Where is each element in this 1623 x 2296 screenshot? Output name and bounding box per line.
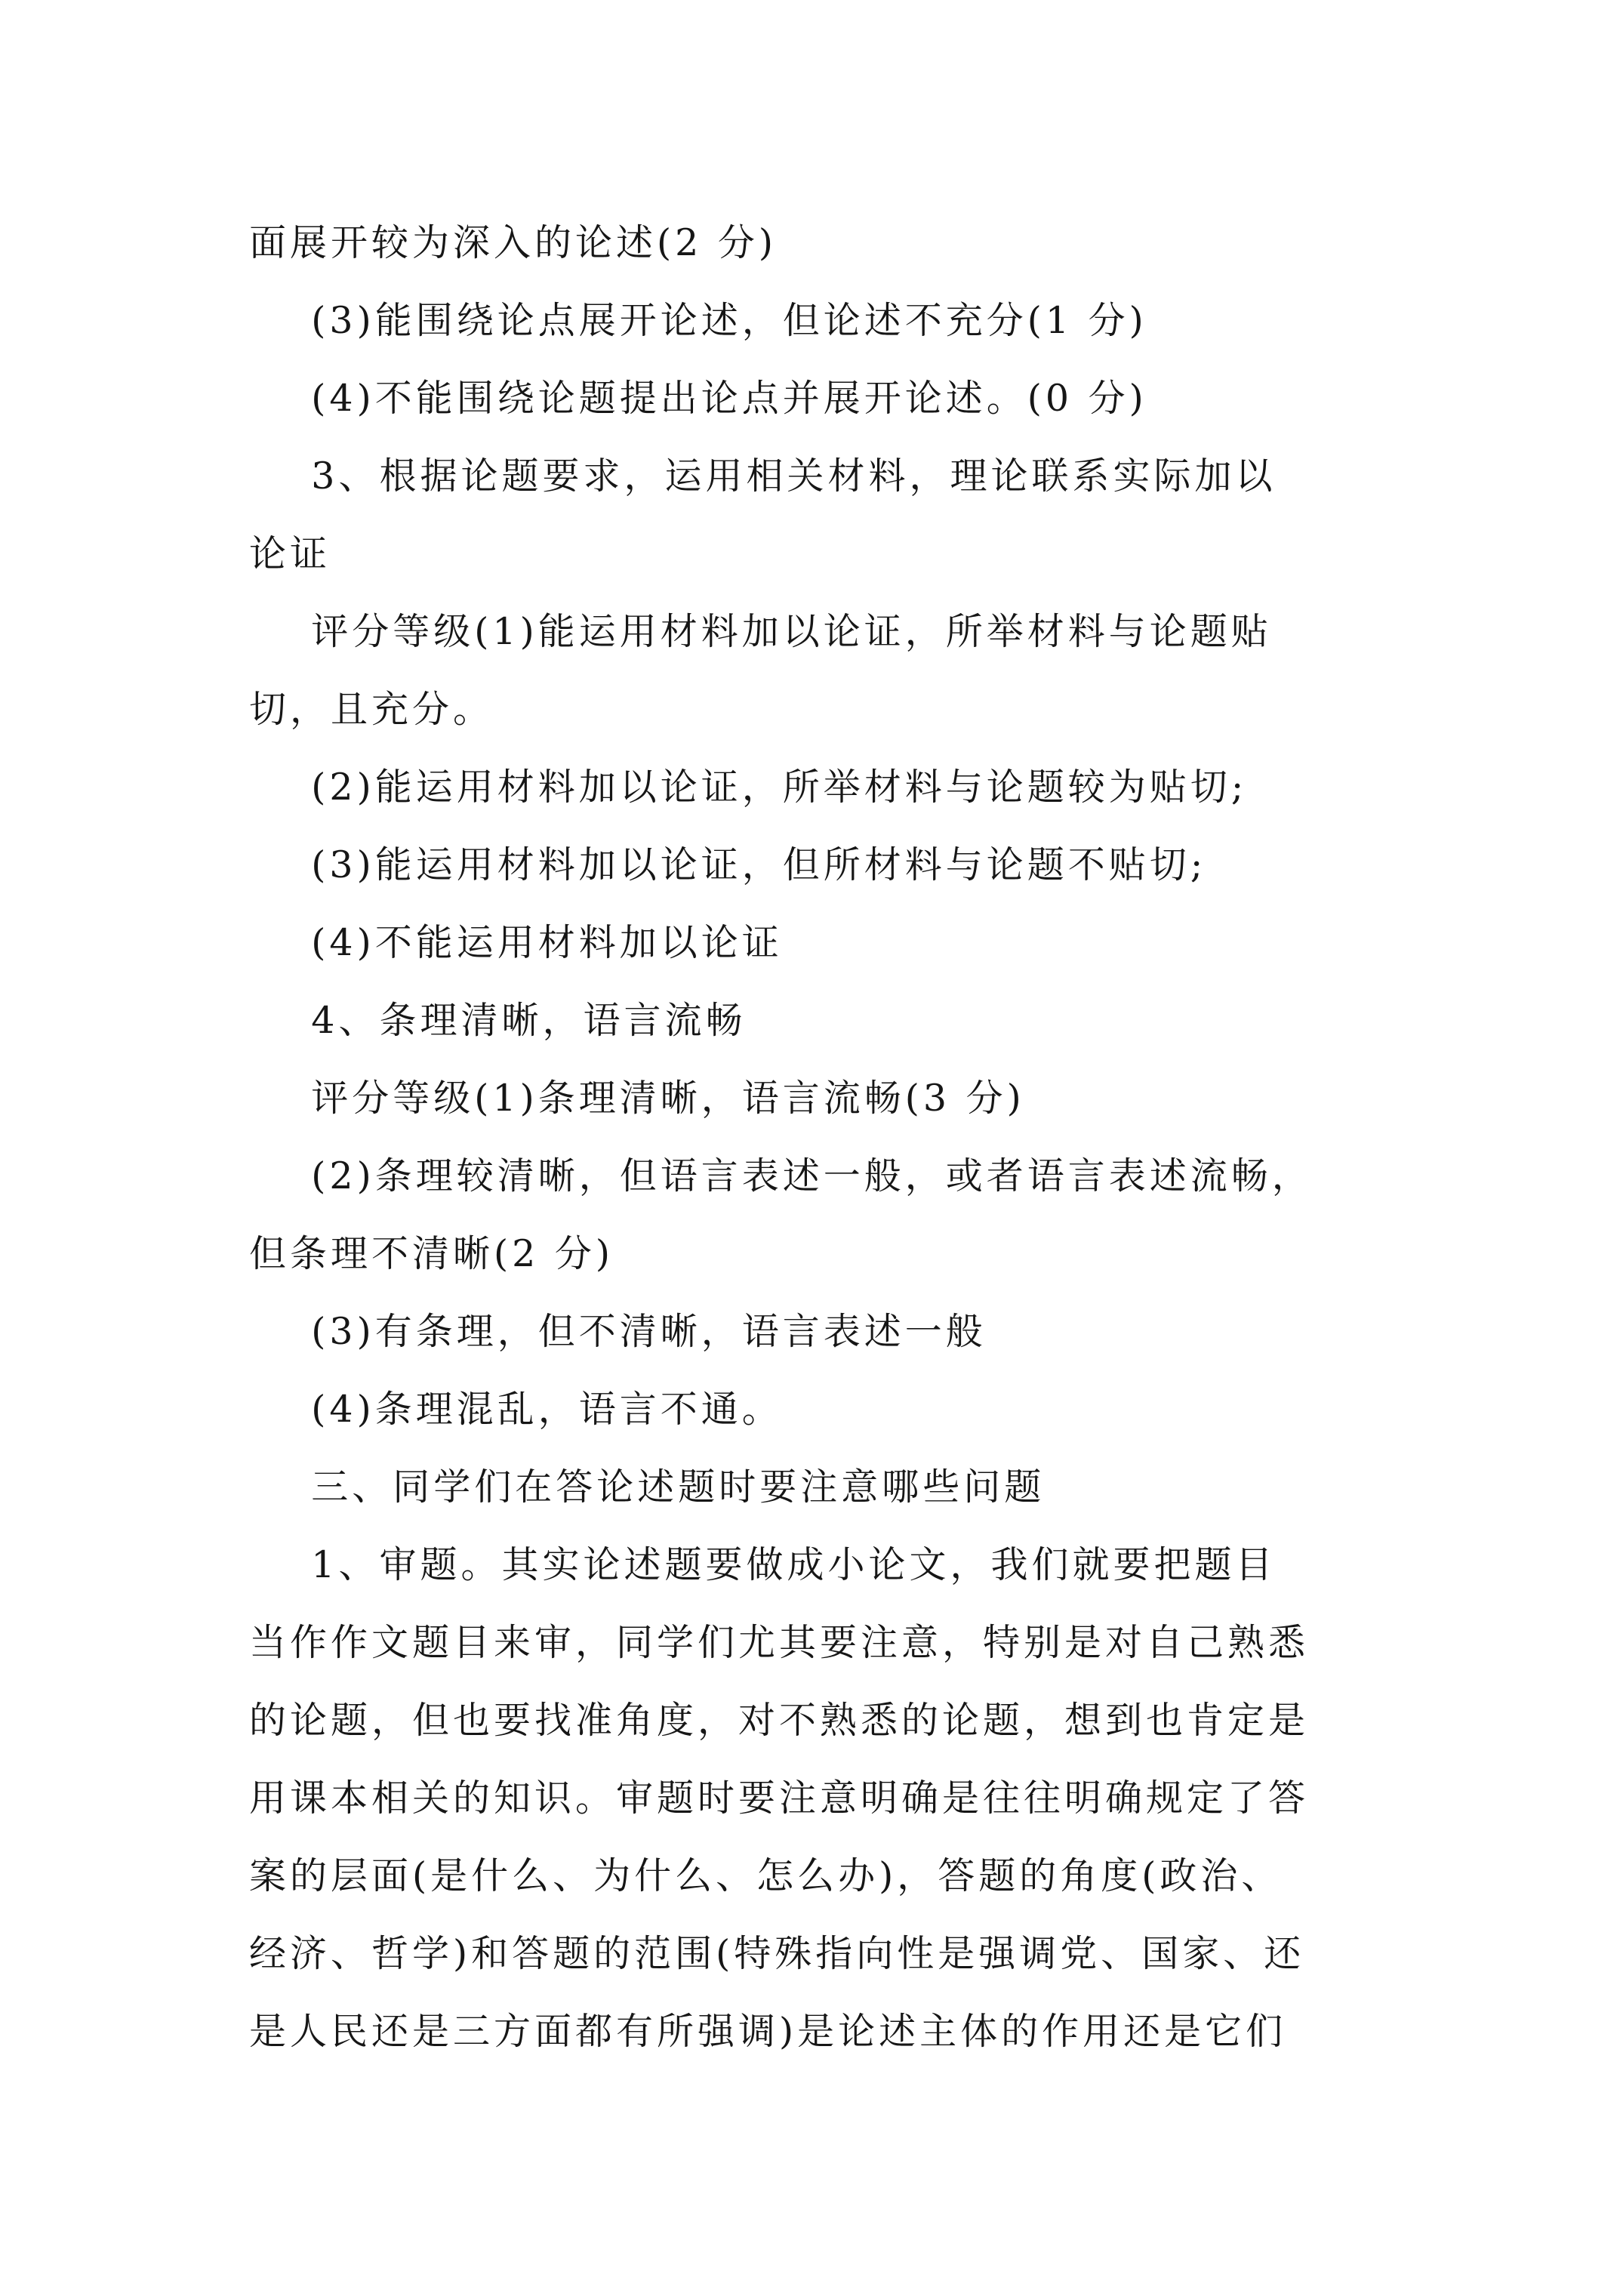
text-line: 面展开较为深入的论述(2 分) — [249, 221, 777, 264]
text-line: (3)有条理，但不清晰，语言表述一般 — [249, 1310, 987, 1353]
text-line: 经济、哲学)和答题的范围(特殊指向性是强调党、国家、还 — [249, 1932, 1305, 1975]
text-line: (2)能运用材料加以论证，所举材料与论题较为贴切; — [249, 766, 1248, 809]
body-text — [249, 204, 1397, 2070]
text-line: (3)能运用材料加以论证，但所材料与论题不贴切; — [249, 843, 1207, 886]
text-line: 3、根据论题要求，运用相关材料，理论联系实际加以 — [249, 455, 1277, 498]
text-line: 切，且充分。 — [249, 688, 494, 731]
text-line: 评分等级(1)能运用材料加以论证，所举材料与论题贴 — [249, 610, 1272, 653]
text-line: 用课本相关的知识。审题时要注意明确是往往明确规定了答 — [249, 1777, 1310, 1820]
text-line: (4)条理混乱，语言不通。 — [249, 1388, 783, 1431]
text-line: 评分等级(1)条理清晰，语言流畅(3 分) — [249, 1077, 1025, 1120]
text-line: 但条理不清晰(2 分) — [249, 1232, 614, 1275]
text-line: (4)不能围绕论题提出论点并展开论述。(0 分) — [249, 377, 1147, 420]
text-line: 的论题，但也要找准角度，对不熟悉的论题，想到也肯定是 — [249, 1699, 1310, 1742]
text-line: 论证 — [249, 532, 331, 575]
text-line: 三、同学们在答论述题时要注意哪些问题 — [249, 1465, 1046, 1509]
text-line: (4)不能运用材料加以论证 — [249, 921, 783, 964]
text-line: (2)条理较清晰，但语言表述一般，或者语言表述流畅， — [249, 1154, 1313, 1197]
text-line: 案的层面(是什么、为什么、怎么办)，答题的角度(政治、 — [249, 1854, 1283, 1897]
text-line: 4、条理清晰，语言流畅 — [249, 999, 747, 1042]
text-line: 1、审题。其实论述题要做成小论文，我们就要把题目 — [249, 1543, 1277, 1586]
text-line: 是人民还是三方面都有所强调)是论述主体的作用还是它们 — [249, 2010, 1287, 2053]
text-line: (3)能围绕论点展开论述，但论述不充分(1 分) — [249, 299, 1147, 342]
text-line: 当作作文题目来审，同学们尤其要注意，特别是对自己熟悉 — [249, 1621, 1310, 1664]
